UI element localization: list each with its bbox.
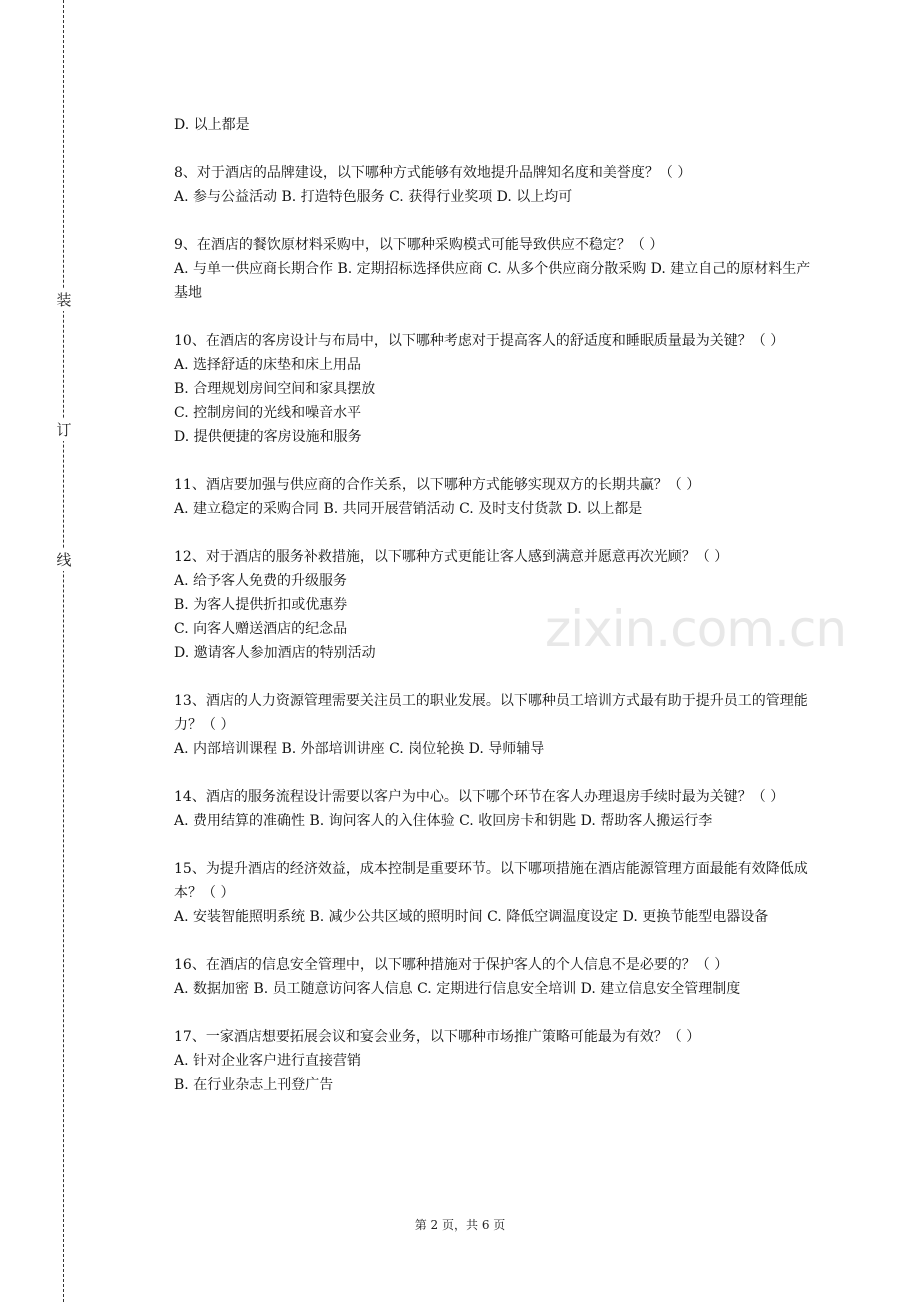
question-option: C. 向客人赠送酒店的纪念品 [174,621,348,637]
question-option: A. 建立稳定的采购合同 B. 共同开展营销活动 C. 及时支付货款 D. 以上都是 [174,501,643,517]
page-footer: 第 2 页，共 6 页 [414,1218,506,1232]
question-block [174,233,820,305]
question-stem: 14、酒店的服务流程设计需要以客户为中心。以下哪个环节在客人办理退房手续时最为关键？（ ） [174,789,785,805]
question-stem: 17、一家酒店想要拓展会议和宴会业务，以下哪种市场推广策略可能最为有效？（ ） [174,1029,701,1045]
question-stem: 8、对于酒店的品牌建设，以下哪种方式能够有效地提升品牌知名度和美誉度？（ ） [174,165,692,181]
binding-char-xian: 线 [56,551,72,569]
question-stem: 16、在酒店的信息安全管理中，以下哪种措施对于保护客人的个人信息不是必要的？（ ） [174,957,729,973]
question-option: A. 内部培训课程 B. 外部培训讲座 C. 岗位轮换 D. 导师辅导 [174,741,545,757]
question-option: B. 在行业杂志上刊登广告 [174,1077,334,1093]
question-block [174,473,820,521]
binding-char-ding: 订 [56,421,72,439]
question-stem: 9、在酒店的餐饮原材料采购中，以下哪种采购模式可能导致供应不稳定？（ ） [174,237,664,253]
question-option: D. 提供便捷的客房设施和服务 [174,429,362,445]
question-option: D. 以上都是 [174,117,250,133]
question-block [174,1025,820,1097]
question-stem: 15、为提升酒店的经济效益，成本控制是重要环节。以下哪项措施在酒店能源管理方面最能有效降低成本？（ ） [174,861,808,901]
binding-char-zhuang: 装 [56,291,72,309]
question-block [174,113,820,137]
question-block [174,689,820,761]
question-option: A. 针对企业客户进行直接营销 [174,1053,362,1069]
question-option: B. 为客人提供折扣或优惠券 [174,597,348,613]
question-option: A. 选择舒适的床垫和床上用品 [174,357,362,373]
question-block [174,953,820,1001]
question-option: A. 与单一供应商长期合作 B. 定期招标选择供应商 C. 从多个供应商分散采购 D. 建立自己的原材料生产基地 [174,261,811,301]
question-block [174,545,820,665]
question-block [174,161,820,209]
question-option: A. 费用结算的准确性 B. 询问客人的入住体验 C. 收回房卡和钥匙 D. 帮助客人搬运行李 [174,813,713,829]
question-list [174,113,820,1121]
question-option: C. 控制房间的光线和噪音水平 [174,405,362,421]
question-option: B. 合理规划房间空间和家具摆放 [174,381,376,397]
question-option: A. 给予客人免费的升级服务 [174,573,348,589]
question-stem: 12、对于酒店的服务补救措施，以下哪种方式更能让客人感到满意并愿意再次光顾？（ ） [174,549,729,565]
question-stem: 10、在酒店的客房设计与布局中，以下哪种考虑对于提高客人的舒适度和睡眠质量最为关键？（ ） [174,333,785,349]
question-stem: 11、酒店要加强与供应商的合作关系，以下哪种方式能够实现双方的长期共赢？（ ） [174,477,701,493]
question-block [174,329,820,449]
watermark-text: zixin.com.cn [545,600,847,658]
question-stem: 13、酒店的人力资源管理需要关注员工的职业发展。以下哪种员工培训方式最有助于提升员工的管理能力？（ ） [174,693,808,733]
question-block [174,785,820,833]
question-option: A. 数据加密 B. 员工随意访问客人信息 C. 定期进行信息安全培训 D. 建立信息安全管理制度 [174,981,741,997]
question-option: D. 邀请客人参加酒店的特别活动 [174,645,376,661]
binding-margin-line [63,0,64,1302]
question-option: A. 安装智能照明系统 B. 减少公共区域的照明时间 C. 降低空调温度设定 D. 更换节能型电器设备 [174,909,769,925]
question-option: A. 参与公益活动 B. 打造特色服务 C. 获得行业奖项 D. 以上均可 [174,189,573,205]
question-block [174,857,820,929]
